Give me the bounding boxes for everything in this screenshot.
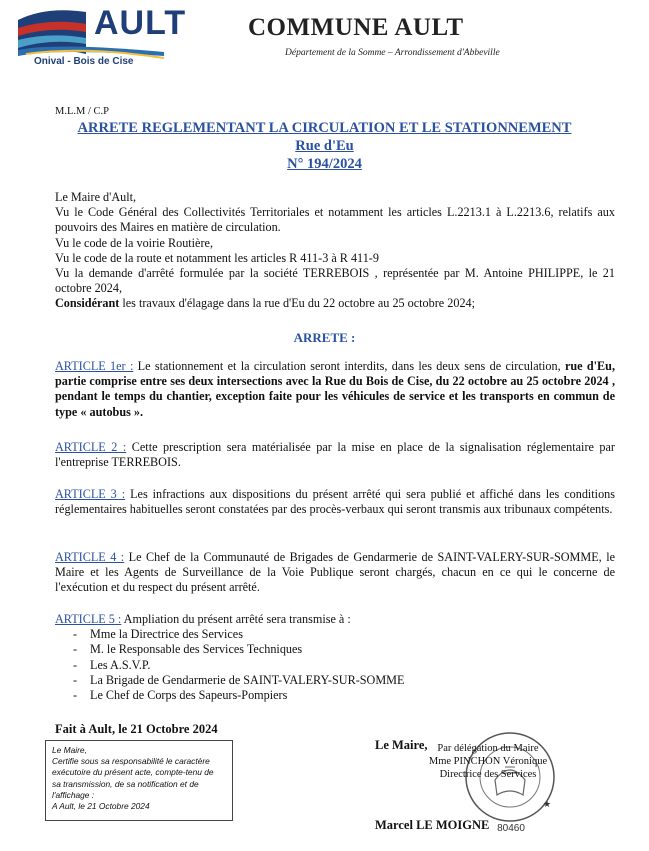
article-5 [55,612,615,703]
article-5-label: ARTICLE 5 : [55,612,122,626]
article-3-label: ARTICLE 3 : [55,487,126,501]
ampliation-list [55,627,615,703]
seal-code: 80460 [497,823,525,834]
commune-title: COMMUNE AULT [248,14,464,41]
article-4 [55,550,615,596]
delegation-block [418,742,558,781]
article-1 [55,359,615,420]
certification-box [45,740,233,821]
title-line-3: N° 194/2024 [287,156,362,172]
fait-a-ault: Fait à Ault, le 21 Octobre 2024 [55,722,218,736]
list-item: - La Brigade de Gendarmerie de SAINT-VALERY-SUR-SOMME [55,673,615,688]
delegation-line: Mme PINCHON Véronique [428,756,548,767]
article-5-text: Ampliation du présent arrêté sera transmise à : [121,612,351,626]
delegation-line: Directrice des Services [439,769,537,780]
certif-line: Le Maire, [52,745,87,755]
list-item: - Le Chef de Corps des Sapeurs-Pompiers [55,688,615,703]
title-line-2: Rue d'Eu [295,138,354,154]
preamble-considerant [55,296,615,311]
le-maire-label: Le Maire, [375,738,428,752]
preamble-demande: Vu la demande d'arrêté formulée par la société TERREBOIS , représentée par M. Antoine PHILIPPE, le 21 octobre 2024, [55,266,615,296]
article-3 [55,487,615,517]
svg-text:★: ★ [543,799,552,809]
considerant-text: les travaux d'élagage dans la rue d'Eu du 22 octobre au 25 octobre 2024; [119,296,476,311]
certif-line: Certifie sous sa responsabilité le caractère [52,756,210,767]
preamble-voirie: Vu le code de la voirie Routière, [55,235,213,250]
list-item: - M. le Responsable des Services Techniques [55,642,615,657]
article-2-text: Cette prescription sera matérialisée par la mise en place de la signalisation réglementaire par l'entreprise TERREBOIS. [55,440,615,470]
reference: M.L.M / C.P [55,106,109,117]
article-2-label: ARTICLE 2 : [55,440,127,454]
logo-name: AULT [94,4,187,42]
article-2 [55,440,615,470]
preamble-route: Vu le code de la route et notamment les articles R 411-3 à R 411-9 [55,250,379,265]
delegation-line: Par délégation du Maire [437,743,539,754]
preamble-maire: Le Maire d'Ault, [55,190,137,204]
article-3-text: Les infractions aux dispositions du présent arrêté qui sera publié et affiché dans les conditions réglementaires habituelles seront constatées par des procès-verbaux qui seront transmis aux tribunaux compétents. [55,487,615,517]
arrete-heading: ARRETE : [293,330,356,345]
considerant-label: Considérant [55,296,120,311]
article-4-text: Le Chef de la Communauté de Brigades de Gendarmerie de SAINT-VALERY-SUR-SOMME, le Maire et les Agents de Surveillance de la Voie Publique seront chargés, chacun en ce qui le concerne de l'exécution et du respect du présent arrêté. [55,550,616,595]
preamble-cgct: Vu le Code Général des Collectivités Territoriales et notamment les articles L.2213.1 à L.2213.6, relatifs aux pouvoirs des Maires en matière de circulation. [55,205,615,235]
article-1-text: Le stationnement et la circulation seront interdits, dans les deux sens de circulation, [133,359,565,373]
title-line-1: ARRETE REGLEMENTANT LA CIRCULATION ET LE STATIONNEMENT [77,120,572,136]
preamble [55,190,615,312]
list-item: - Les A.S.V.P. [55,658,615,673]
maire-name: Marcel LE MOIGNE [375,818,490,832]
list-item: - Mme la Directrice des Services [55,627,615,642]
certif-line: sa transmission, de sa notification et de [52,778,199,789]
department-line: Département de la Somme – Arrondissement d'Abbeville [285,48,500,58]
certif-line: l'affichage : [52,789,95,800]
article-5-intro [55,612,615,627]
article-1-label: ARTICLE 1er : [55,359,134,373]
article-4-label: ARTICLE 4 : [55,550,125,564]
certif-line: exécutoire du présent acte, compte-tenu de [52,767,214,778]
article-1-bold-text: rue d'Eu, partie comprise entre ses deux intersections avec la Rue du Bois de Cise, du 22 octobre au 25 octobre 2024 , pendant le temps du chantier, exception faite pour les véhicules de service et les transports en commun de type « autobus ». [55,359,616,419]
logo-subtitle: Onival - Bois de Cise [34,56,134,67]
commune-logo [16,4,187,72]
certif-line: A Ault, le 21 Octobre 2024 [52,801,150,812]
